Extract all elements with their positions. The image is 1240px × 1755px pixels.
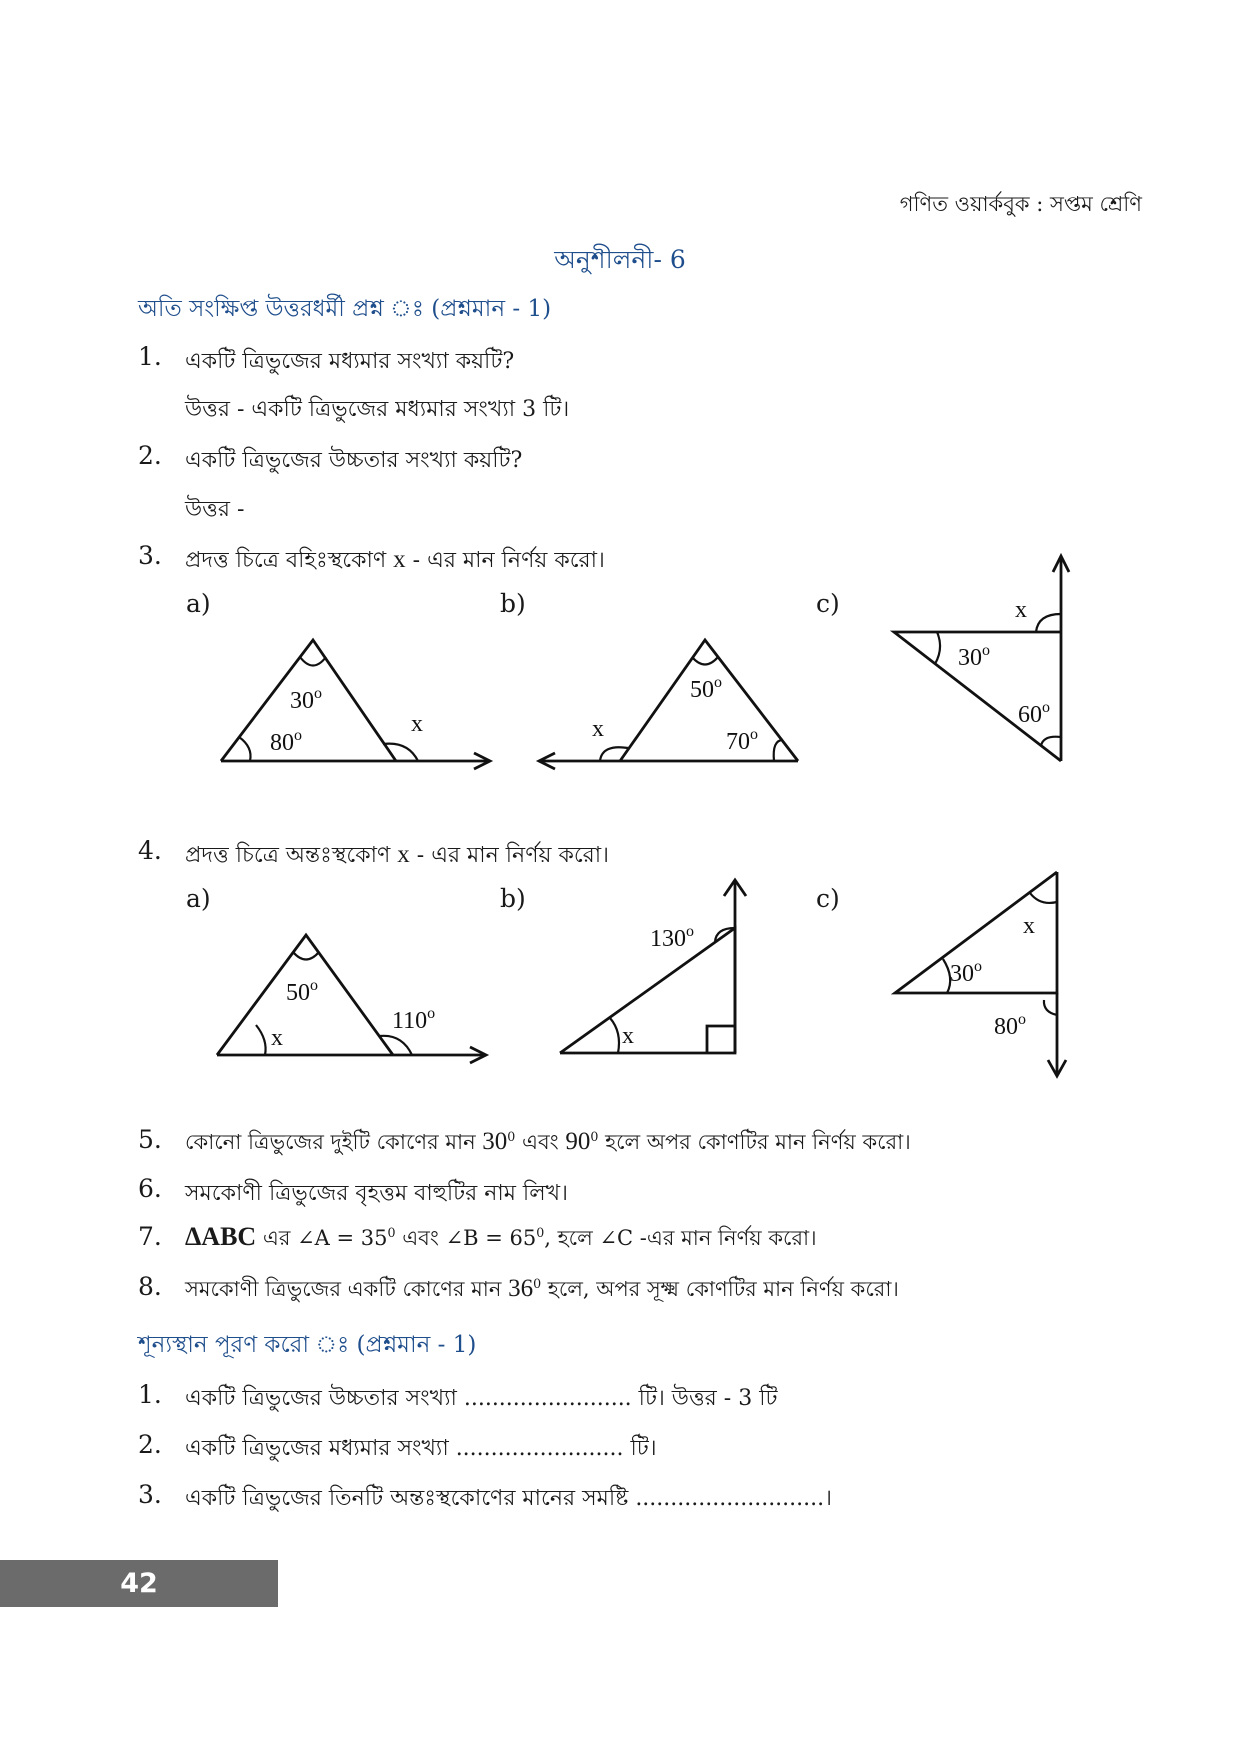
q7-text: ΔABC এর ∠A = $35^0$ এবং ∠B = $65^0$, হলে ∠C -এর মান নির্ণয় করো। bbox=[185, 1222, 817, 1251]
q1-text: একটি ত্রিভুজের মধ্যমার সংখ্যা কয়টি? bbox=[185, 349, 515, 374]
q4c-angle-ext: 80$^o$ bbox=[994, 1011, 1026, 1040]
section-title-short-answer: অতি সংক্ষিপ্ত উত্তরধর্মী প্রশ্ন ঃ (প্রশ্নমান - 1) bbox=[138, 296, 552, 322]
q4a-var-x: x bbox=[271, 1025, 283, 1051]
q4c-angle-left: 30$^o$ bbox=[950, 958, 982, 987]
q4b-angle-ext: 130$^o$ bbox=[650, 923, 694, 952]
exercise-title: অনুশীলনী- 6 bbox=[554, 245, 686, 274]
q4-number: 4. bbox=[138, 836, 162, 865]
q4c-arc-top bbox=[1030, 893, 1057, 903]
q2-answer: উত্তর - bbox=[185, 497, 245, 522]
f1-number: 1. bbox=[138, 1380, 162, 1409]
page-number: 42 bbox=[0, 1560, 278, 1607]
q4b-var-x: x bbox=[622, 1023, 634, 1049]
q3-number: 3. bbox=[138, 541, 162, 570]
q6-number: 6. bbox=[138, 1174, 162, 1203]
f1-text: একটি ত্রিভুজের উচ্চতার সংখ্যা ........................ টি। উত্তর - 3 টি bbox=[185, 1386, 778, 1411]
q4-label-a: a) bbox=[186, 884, 211, 913]
q5-text: কোনো ত্রিভুজের দুইটি কোণের মান $30^0$ এবং $90^0$ হলে অপর কোণটির মান নির্ণয় করো। bbox=[185, 1128, 911, 1155]
q2-number: 2. bbox=[138, 441, 162, 470]
q8-number: 8. bbox=[138, 1272, 162, 1301]
q7-number: 7. bbox=[138, 1222, 162, 1251]
q6-text: সমকোণী ত্রিভুজের বৃহত্তম বাহুটির নাম লিখ। bbox=[185, 1181, 568, 1206]
section-title-fill-blanks: শূন্যস্থান পূরণ করো ঃ (প্রশ্নমান - 1) bbox=[138, 1332, 477, 1358]
q2-text: একটি ত্রিভুজের উচ্চতার সংখ্যা কয়টি? bbox=[185, 448, 523, 473]
q3-label-a: a) bbox=[186, 589, 211, 618]
q4-label-c: c) bbox=[816, 884, 840, 913]
q3c-var-x: x bbox=[1015, 597, 1027, 623]
q3b-angle-right: 70$^o$ bbox=[726, 726, 758, 755]
q5-number: 5. bbox=[138, 1125, 162, 1154]
f3-number: 3. bbox=[138, 1480, 162, 1509]
q3c-angle-left: 30$^o$ bbox=[958, 642, 990, 671]
q3-text: প্রদত্ত চিত্রে বহিঃস্থকোণ x - এর মান নির্ণয় করো। bbox=[185, 546, 605, 573]
f2-text: একটি ত্রিভুজের মধ্যমার সংখ্যা ........................ টি। bbox=[185, 1436, 657, 1461]
q3a-var-x: x bbox=[411, 711, 423, 737]
q8-text: সমকোণী ত্রিভুজের একটি কোণের মান $36^0$ হলে, অপর সূক্ষ্ম কোণটির মান নির্ণয় করো। bbox=[185, 1275, 899, 1302]
q4-label-b: b) bbox=[500, 884, 526, 913]
f2-number: 2. bbox=[138, 1430, 162, 1459]
q4c-var-x: x bbox=[1023, 913, 1035, 939]
f3-text: একটি ত্রিভুজের তিনটি অন্তঃস্থকোণের মানের সমষ্টি ...........................। bbox=[185, 1486, 833, 1511]
q3a-angle-left: 80$^o$ bbox=[270, 727, 302, 756]
q3b-angle-top: 50$^o$ bbox=[690, 674, 722, 703]
q4a-angle-top: 50$^o$ bbox=[286, 977, 318, 1006]
q4a-angle-ext: 110$^o$ bbox=[392, 1005, 436, 1034]
q3b-var-x: x bbox=[592, 716, 604, 742]
q1-answer: উত্তর - একটি ত্রিভুজের মধ্যমার সংখ্যা 3 টি। bbox=[185, 397, 570, 422]
q3-label-b: b) bbox=[500, 589, 526, 618]
q4c-arc-ext bbox=[1044, 1000, 1057, 1015]
q3c-angle-bottom: 60$^o$ bbox=[1018, 699, 1050, 728]
running-header: গণিত ওয়ার্কবুক : সপ্তম শ্রেণি bbox=[899, 192, 1142, 216]
q3a-angle-top: 30$^o$ bbox=[290, 685, 322, 714]
q4-text: প্রদত্ত চিত্রে অন্তঃস্থকোণ x - এর মান নির্ণয় করো। bbox=[185, 841, 610, 868]
q1-number: 1. bbox=[138, 342, 162, 371]
q3-label-c: c) bbox=[816, 589, 840, 618]
